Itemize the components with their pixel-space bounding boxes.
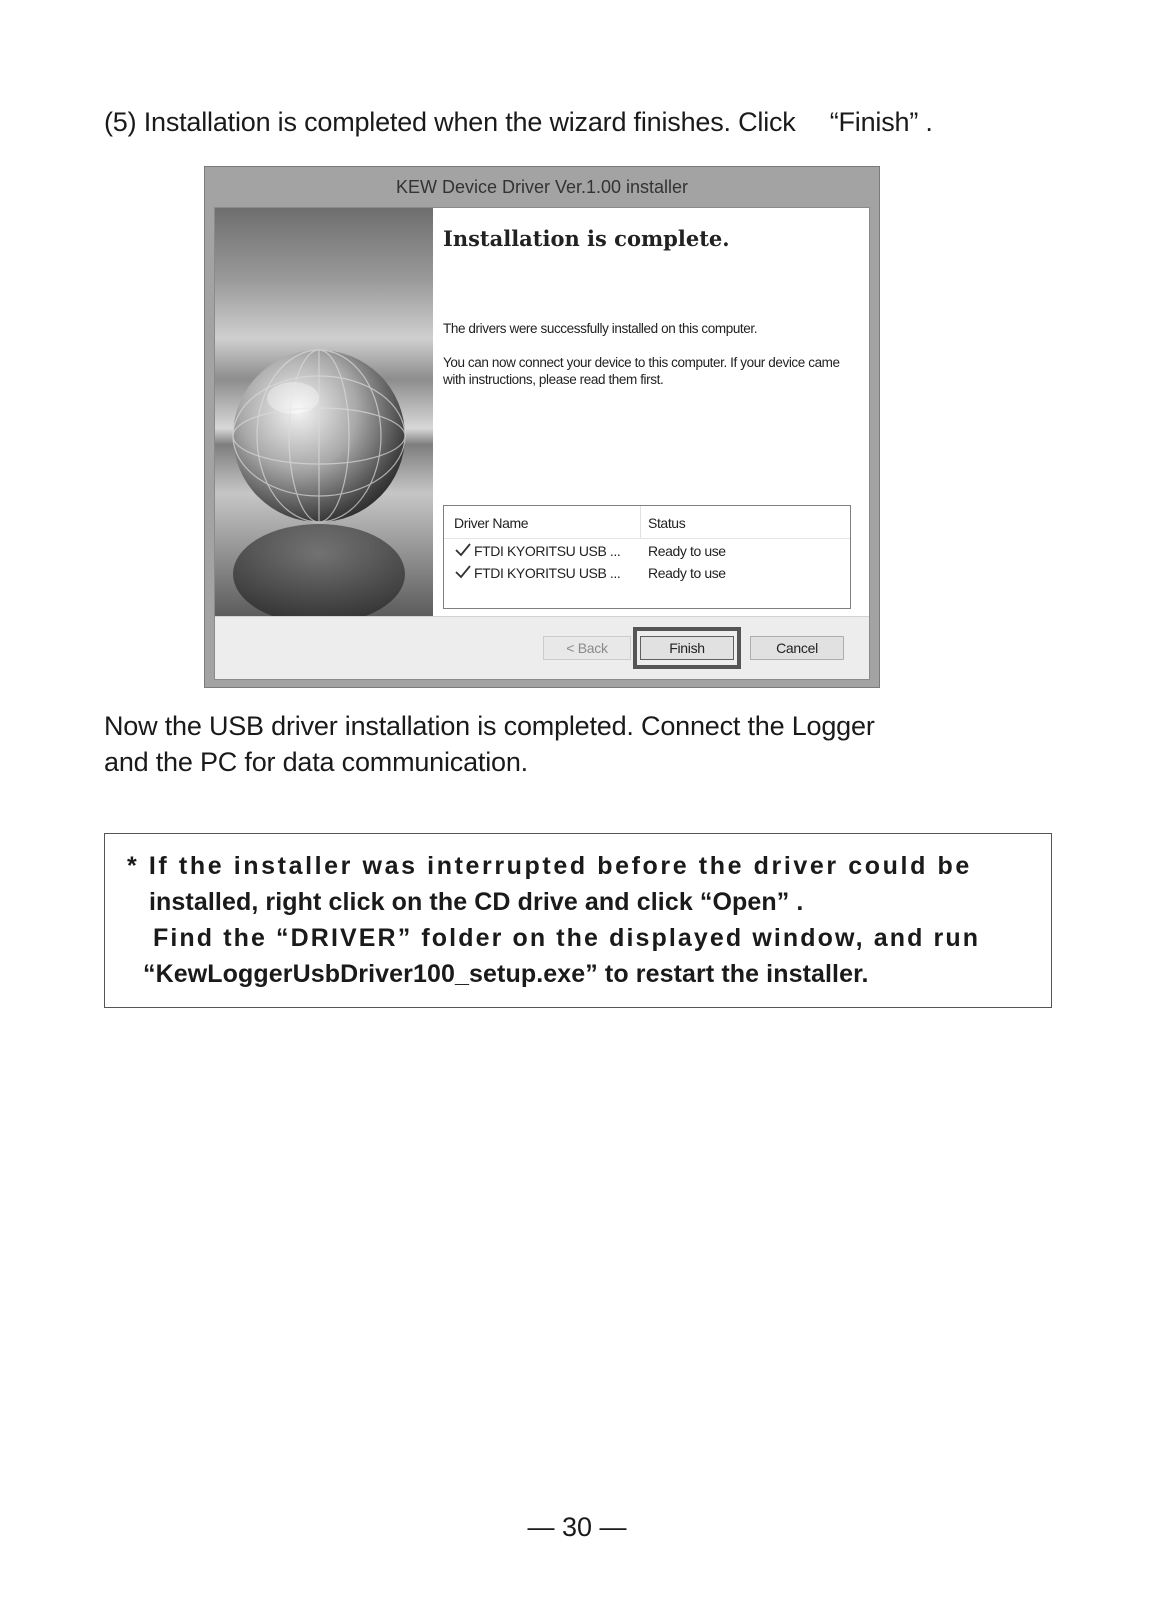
back-button[interactable]: < Back <box>543 636 631 660</box>
connect-message: You can now connect your device to this computer. If your device came with instructions, please read them first. <box>443 355 840 387</box>
list-item[interactable] <box>444 563 850 585</box>
paragraph-line: and the PC for data communication. <box>104 747 528 777</box>
finish-button[interactable]: Finish <box>640 636 734 660</box>
dialog-title: KEW Device Driver Ver.1.00 installer <box>395 177 689 197</box>
driver-status: Ready to use <box>648 543 726 559</box>
dialog-client-area <box>214 207 870 680</box>
note-line: * If the installer was interrupted before the driver could be <box>127 852 972 880</box>
driver-name: FTDI KYORITSU USB ... <box>474 543 621 559</box>
completion-paragraph <box>104 708 1004 780</box>
check-icon <box>454 564 474 580</box>
column-driver-name[interactable]: Driver Name <box>454 515 529 531</box>
cancel-button[interactable]: Cancel <box>750 636 844 660</box>
note-line: installed, right click on the CD drive and click “Open” . <box>149 888 804 916</box>
page-number: — 30 — <box>527 1512 627 1542</box>
note-box <box>104 833 1052 1008</box>
wizard-content <box>433 208 869 616</box>
paragraph-line: Now the USB driver installation is completed. Connect the Logger <box>104 711 875 741</box>
list-header <box>444 506 850 539</box>
driver-status: Ready to use <box>648 565 726 581</box>
success-message: The drivers were successfully installed on this computer. <box>443 321 758 336</box>
column-status[interactable]: Status <box>648 515 686 531</box>
check-icon <box>454 542 474 558</box>
button-bar <box>215 616 869 680</box>
list-item[interactable] <box>444 541 850 563</box>
note-line: Find the “DRIVER” folder on the displayed window, and run <box>153 924 981 952</box>
driver-status-list <box>443 505 851 609</box>
installer-dialog <box>204 166 880 688</box>
step-instruction: (5) Installation is completed when the wizard finishes. Click “Finish” . <box>104 107 933 137</box>
completion-heading: Installation is complete. <box>443 226 730 251</box>
note-line: “KewLoggerUsbDriver100_setup.exe” to restart the installer. <box>143 960 869 988</box>
driver-name: FTDI KYORITSU USB ... <box>474 565 621 581</box>
column-divider <box>640 506 641 538</box>
globe-icon <box>215 208 433 616</box>
